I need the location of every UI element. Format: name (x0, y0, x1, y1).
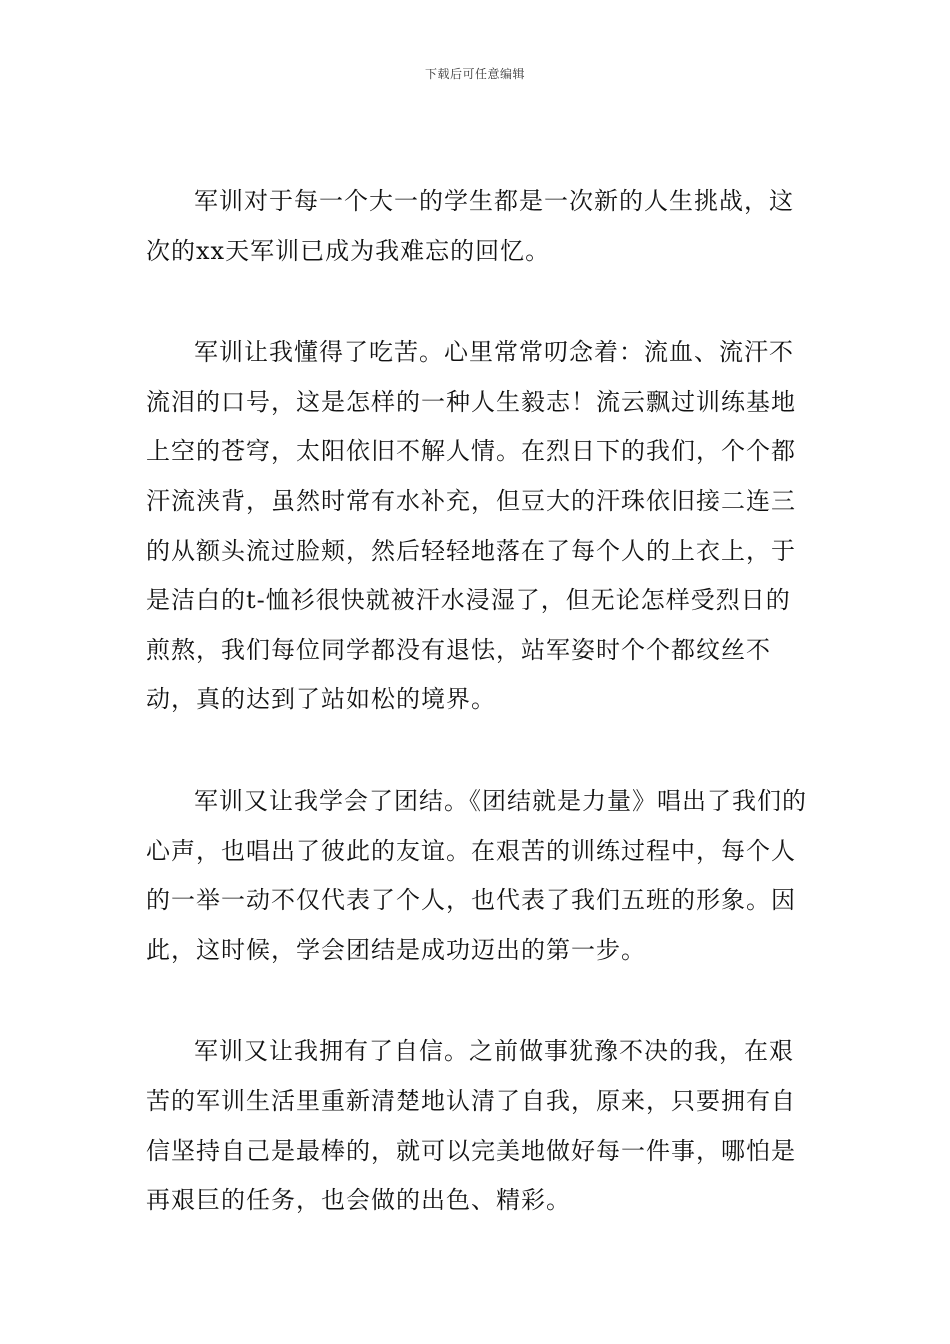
paragraph-3: 军训又让我学会了团结。《团结就是力量》唱出了我们的心声，也唱出了彼此的友谊。在艰苦的训练过程中，每个人的一举一动不仅代表了个人，也代表了我们五班的形象。因此，这时候，学会团结是成功迈出的第一步。 (146, 786, 807, 964)
paragraph-4: 军训又让我拥有了自信。之前做事犹豫不决的我，在艰苦的军训生活里重新清楚地认清了自我，原来，只要拥有自信坚持自己是最棒的，就可以完美地做好每一件事，哪怕是再艰巨的任务，也会做的出色、精彩。 (146, 1037, 796, 1215)
header-note: 下载后可任意编辑 (424, 67, 525, 81)
document-body (146, 177, 811, 1278)
paragraph-2: 军训让我懂得了吃苦。心里常常叨念着：流血、流汗不流泪的口号，这是怎样的一种人生毅志！流云飘过训练基地上空的苍穹，太阳依旧不解人情。在烈日下的我们，个个都汗流浃背，虽然时常有水补充，但豆大的汗珠依旧接二连三的从额头流过脸颊，然后轻轻地落在了每个人的上衣上，于是洁白的t-恤衫很快就被汗水浸湿了，但无论怎样受烈日的煎熬，我们每位同学都没有退怯，站军姿时个个都纹丝不动，真的达到了站如松的境界。 (146, 338, 796, 714)
paragraph-1: 军训对于每一个大一的学生都是一次新的人生挑战，这次的xx天军训已成为我难忘的回忆。 (146, 187, 794, 265)
